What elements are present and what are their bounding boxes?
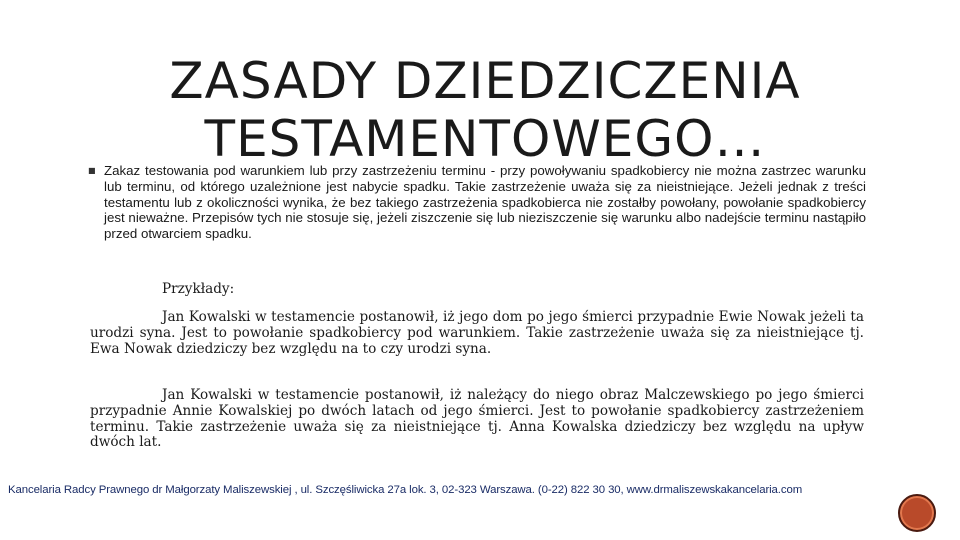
examples-label: Przykłady:	[162, 281, 235, 297]
bullet-item	[88, 163, 866, 242]
square-bullet-icon: ■	[88, 166, 96, 175]
example-paragraph-2: Jan Kowalski w testamencie postanowił, iż należący do niego obraz Malczewskiego po jego śmierci przypadnie Annie Kowalskiej po dwóch latach od jego śmierci. Jest to powołanie spadkobiercy zastrzeżeniem terminu. Takie zastrzeżenie uważa się za nieistniejące tj. Anna Kowalska dziedziczy bez względu na upływ dwóch lat.	[90, 387, 864, 451]
slide-title: ZASADY DZIEDZICZENIA TESTAMENTOWEGO…	[169, 52, 801, 168]
footer-contact: Kancelaria Radcy Prawnego dr Małgorzaty Maliszewskiej , ul. Szczęśliwicka 27a lok. 3, 02-323 Warszawa. (0-22) 822 30 30, www.drmaliszewskakancelaria.com	[8, 484, 803, 496]
bullet-text: Zakaz testowania pod warunkiem lub przy zastrzeżeniu terminu - przy powoływaniu spadkobiercy nie można zastrzec warunku lub terminu, od którego uzależnione jest nabycie spadku. Takie zastrzeżenie uważa się za nieistniejące. Jeżeli jednak z treści testamentu lub z okoliczności wynika, że bez takiego zastrzeżenia spadkobierca nie zostałby powołany, powołanie spadkobiercy jest nieważne. Przepisów tych nie stosuje się, jeżeli ziszczenie się lub nieziszczenie się warunku albo nadejście terminu nastąpiło przed otwarciem spadku.	[104, 163, 866, 242]
example-paragraph-1: Jan Kowalski w testamencie postanowił, iż jego dom po jego śmierci przypadnie Ewie Nowak jeżeli ta urodzi syna. Jest to powołanie spadkobiercy pod warunkiem. Takie zastrzeżenie uważa się za nieistniejące tj. Ewa Nowak dziedziczy bez względu na to czy urodzi syna.	[90, 309, 864, 357]
slide-badge-icon	[898, 494, 936, 532]
